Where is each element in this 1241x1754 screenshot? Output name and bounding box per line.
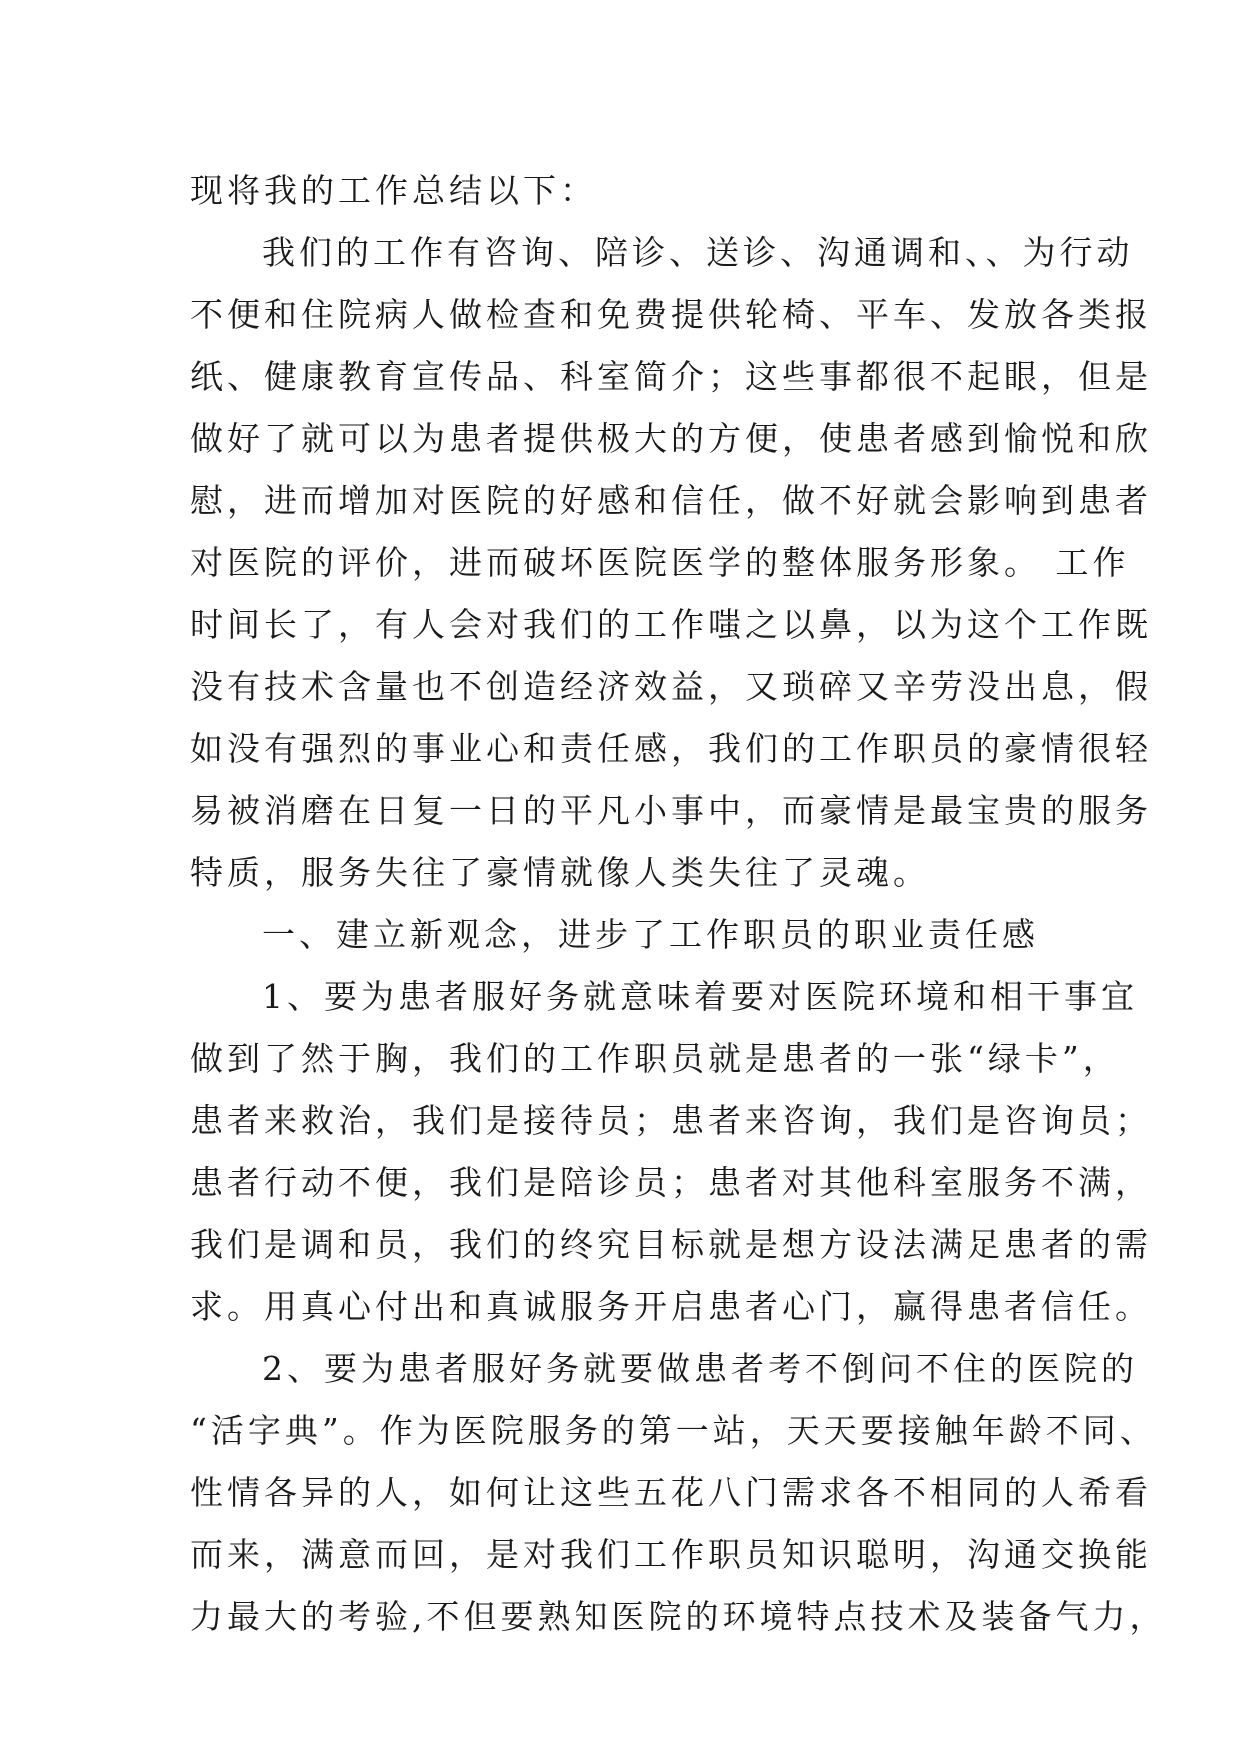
paragraph-line: 不便和住院病人做检查和免费提供轮椅、平车、发放各类报 — [190, 295, 1152, 334]
paragraph-line: 特质，服务失往了豪情就像人类失往了灵魂。 — [190, 853, 930, 892]
paragraph-line: 我们是调和员，我们的终究目标就是想方设法满足患者的需 — [190, 1225, 1152, 1264]
paragraph-line: 1、要为患者服好务就意味着要对医院环境和相干事宜 — [262, 977, 1138, 1016]
paragraph-line: 慰，进而增加对医院的好感和信任，做不好就会影响到患者 — [190, 481, 1152, 520]
paragraph-line: 而来，满意而回，是对我们工作职员知识聪明，沟通交换能 — [190, 1535, 1152, 1574]
paragraph-line: 做到了然于胸，我们的工作职员就是患者的一张“绿卡”， — [190, 1039, 1120, 1078]
paragraph-line: 性情各异的人，如何让这些五花八门需求各不相同的人希看 — [190, 1473, 1152, 1512]
paragraph-line: 2、要为患者服好务就要做患者考不倒问不住的医院的 — [262, 1349, 1138, 1388]
paragraph-line: 患者来救治，我们是接待员；患者来咨询，我们是咨询员； — [190, 1101, 1152, 1140]
paragraph-line: 患者行动不便，我们是陪诊员；患者对其他科室服务不满， — [190, 1163, 1152, 1202]
paragraph-line: 力最大的考验,不但要熟知医院的环境特点技术及装备气力， — [190, 1597, 1167, 1636]
document-body — [190, 160, 1167, 1648]
paragraph-line: 求。用真心付出和真诚服务开启患者心门，赢得患者信任。 — [190, 1287, 1152, 1326]
paragraph-line: 现将我的工作总结以下： — [190, 171, 597, 210]
paragraph-line: 我们的工作有咨询、陪诊、送诊、沟通调和、、为行动 — [262, 233, 1134, 272]
section-heading: 一、建立新观念，进步了工作职员的职业责任感 — [262, 915, 1039, 954]
paragraph-line: 没有技术含量也不创造经济效益，又琐碎又辛劳没出息，假 — [190, 667, 1152, 706]
paragraph-line: 易被消磨在日复一日的平凡小事中，而豪情是最宝贵的服务 — [190, 791, 1152, 830]
paragraph-line: 纸、健康教育宣传品、科室简介；这些事都很不起眼，但是 — [190, 357, 1152, 396]
paragraph-line: 做好了就可以为患者提供极大的方便，使患者感到愉悦和欣 — [190, 419, 1152, 458]
paragraph-line: 对医院的评价，进而破坏医院医学的整体服务形象。 工作 — [190, 543, 1130, 582]
paragraph-line: 如没有强烈的事业心和责任感，我们的工作职员的豪情很轻 — [190, 729, 1152, 768]
paragraph-line: “活字典”。作为医院服务的第一站，天天要接触年龄不同、 — [190, 1411, 1157, 1450]
paragraph-line: 时间长了，有人会对我们的工作嗤之以鼻，以为这个工作既 — [190, 605, 1152, 644]
